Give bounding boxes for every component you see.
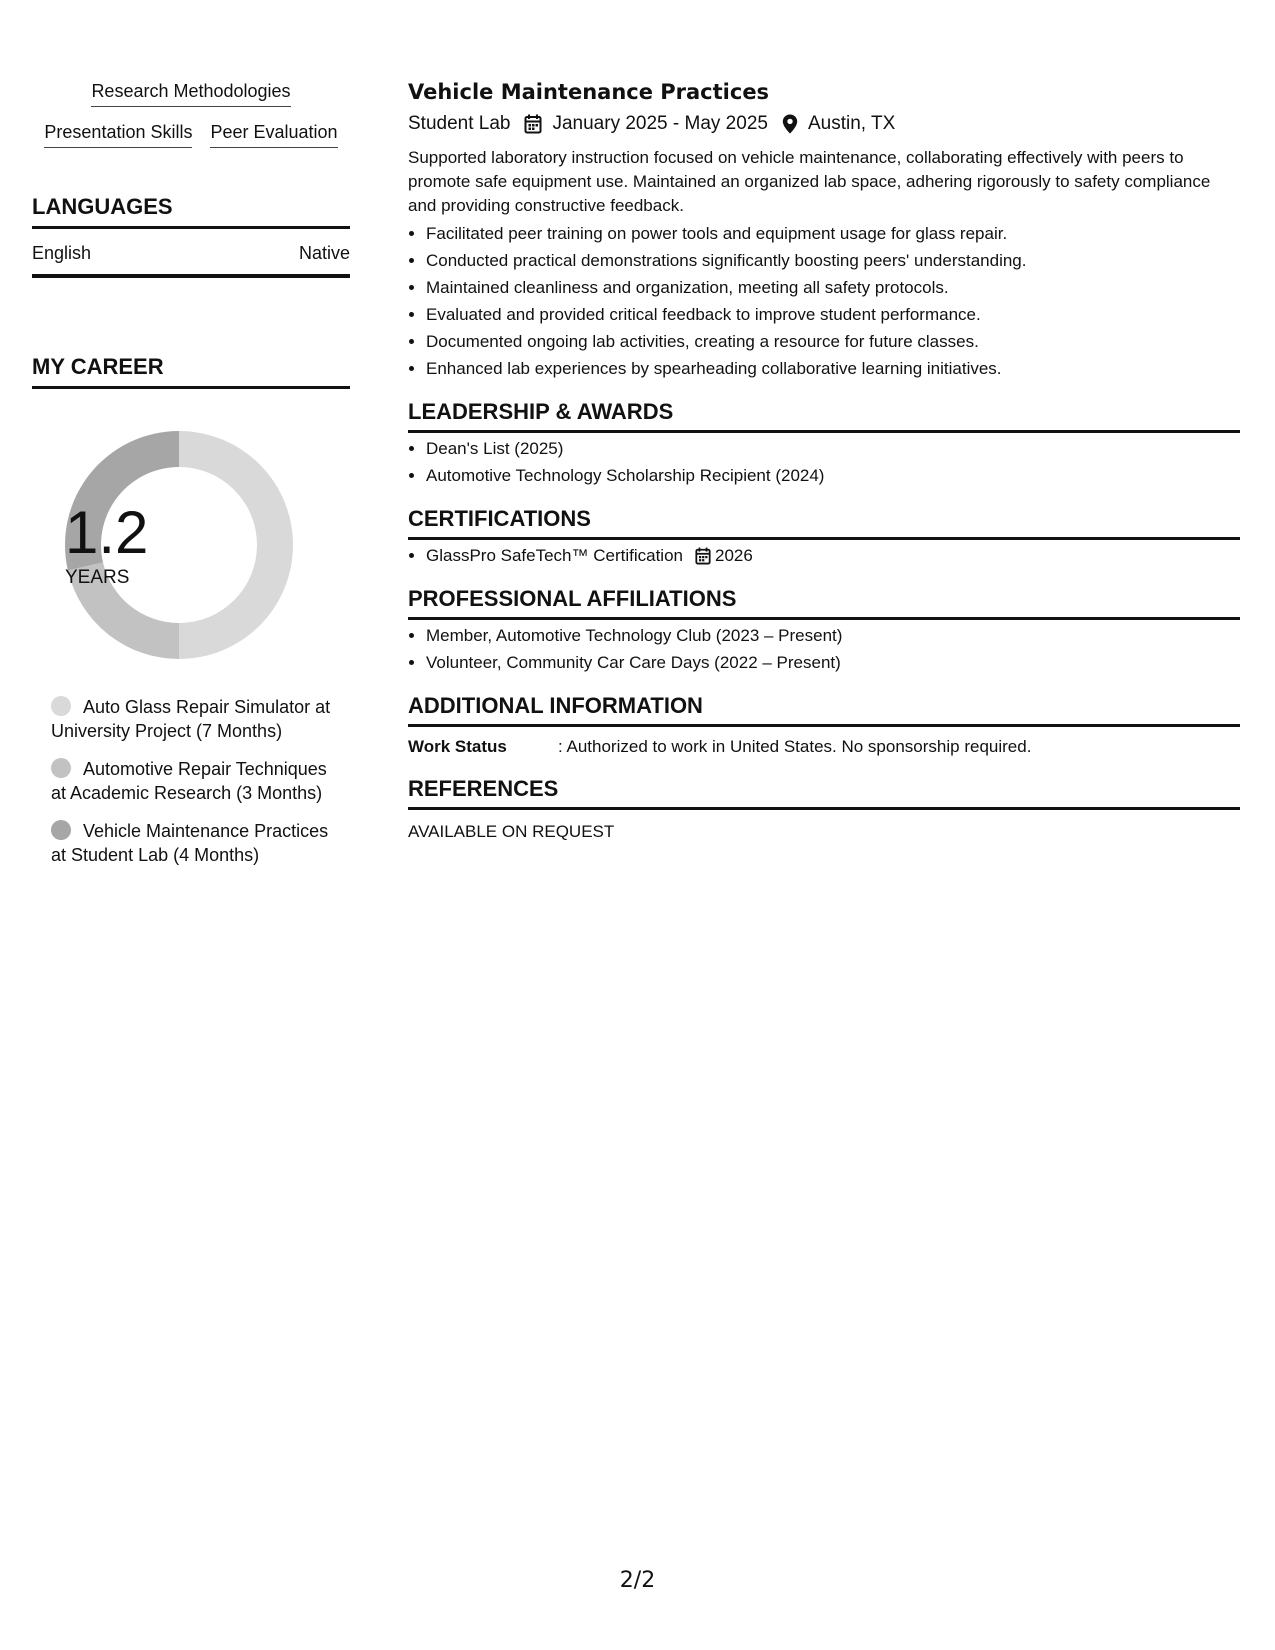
work-status-row	[408, 735, 1240, 759]
calendar-icon	[695, 547, 711, 565]
job-dates: January 2025 - May 2025	[552, 113, 768, 134]
page-number: 2/2	[619, 1568, 656, 1593]
career-total-value: 1.2	[65, 499, 149, 566]
languages-heading: LANGUAGES	[32, 194, 350, 229]
career-total-unit: YEARS	[65, 567, 130, 588]
career-section	[32, 354, 350, 867]
legend-item: Auto Glass Repair Simulator at University Project (7 Months)	[51, 697, 331, 741]
skills-list	[32, 80, 350, 148]
language-row	[32, 229, 350, 278]
work-status-label: Work Status	[408, 737, 507, 756]
experience-entry	[408, 78, 1240, 382]
affiliations-list	[408, 622, 1240, 676]
list-item: • Conducted practical demonstrations significantly boosting peers' understanding.	[426, 247, 1240, 274]
legend-dot	[51, 820, 71, 840]
job-description: Supported laboratory instruction focused on vehicle maintenance, collaborating effectively with peers to promote safe equipment use. Maintained an organized lab space, adhering rigorously to safety compliance and providing constructive feedback.	[408, 148, 1211, 215]
affiliations-heading: PROFESSIONAL AFFILIATIONS	[408, 585, 1240, 620]
certification-year: 2026	[715, 546, 753, 565]
additional-info-heading: ADDITIONAL INFORMATION	[408, 692, 1240, 727]
certifications-heading: CERTIFICATIONS	[408, 505, 1240, 540]
references-text: AVAILABLE ON REQUEST	[408, 822, 615, 841]
job-title: Vehicle Maintenance Practices	[408, 80, 770, 104]
references-heading: REFERENCES	[408, 775, 1240, 810]
list-item: • Automotive Technology Scholarship Recipient (2024)	[426, 462, 1240, 489]
legend-item: Automotive Repair Techniques at Academic Research (3 Months)	[51, 759, 327, 803]
language-level: Native	[298, 243, 350, 263]
awards-list	[408, 435, 1240, 489]
legend-dot	[51, 758, 71, 778]
list-item: • Evaluated and provided critical feedback to improve student performance.	[426, 301, 1240, 328]
main-content	[408, 78, 1240, 844]
language-name: English	[32, 243, 92, 263]
list-item: • Dean's List (2025)	[426, 435, 1240, 462]
career-heading: MY CAREER	[32, 354, 350, 389]
legend-dot	[51, 696, 71, 716]
skill-tag: Peer Evaluation	[210, 121, 337, 148]
work-status-value: : Authorized to work in United States. No sponsorship required.	[558, 737, 1032, 756]
certifications-list	[408, 542, 1240, 569]
awards-heading: LEADERSHIP & AWARDS	[408, 398, 1240, 433]
list-item	[426, 542, 1240, 569]
career-legend	[51, 695, 331, 867]
languages-section	[32, 194, 350, 278]
location-pin-icon	[782, 114, 798, 134]
career-donut-chart	[65, 431, 293, 659]
skill-tag: Presentation Skills	[44, 121, 192, 148]
calendar-icon	[524, 114, 542, 134]
list-item: • Documented ongoing lab activities, creating a resource for future classes.	[426, 328, 1240, 355]
certification-name: • GlassPro SafeTech™ Certification	[426, 546, 683, 565]
job-company: Student Lab	[408, 113, 511, 134]
job-bullets	[408, 220, 1240, 382]
list-item: • Member, Automotive Technology Club (2023 – Present)	[426, 622, 1240, 649]
legend-item: Vehicle Maintenance Practices at Student Lab (4 Months)	[51, 821, 329, 865]
list-item: • Enhanced lab experiences by spearheading collaborative learning initiatives.	[426, 355, 1240, 382]
list-item: • Facilitated peer training on power tools and equipment usage for glass repair.	[426, 220, 1240, 247]
job-meta	[408, 110, 1240, 138]
job-location: Austin, TX	[807, 113, 896, 134]
sidebar	[32, 80, 350, 881]
list-item: • Volunteer, Community Car Care Days (2022 – Present)	[426, 649, 1240, 676]
list-item: • Maintained cleanliness and organization, meeting all safety protocols.	[426, 274, 1240, 301]
skill-tag: Research Methodologies	[91, 80, 290, 107]
